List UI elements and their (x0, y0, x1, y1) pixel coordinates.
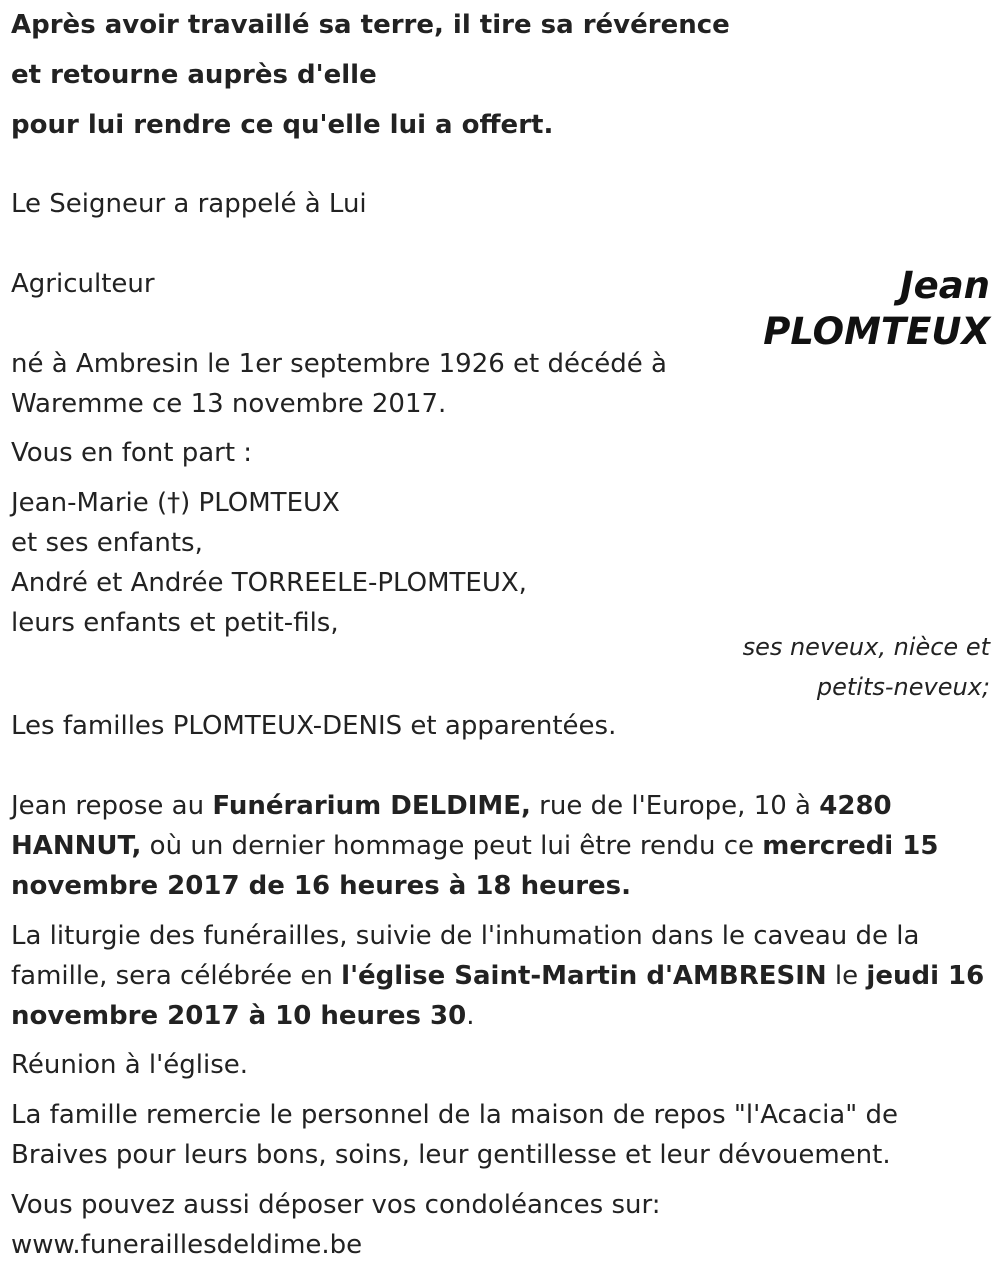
condolences-text: Vous pouvez aussi déposer vos condoléances sur: (11, 1190, 661, 1220)
condolences-link[interactable]: www.funeraillesdeldime.be (11, 1230, 363, 1260)
birth-line: né à Ambresin le 1er septembre 1926 et décédé à (11, 349, 667, 379)
announce-text: Vous en font part : (11, 438, 253, 468)
family-line: André et Andrée TORREELE-PLOMTEUX, (11, 568, 527, 598)
thanks-line: Braives pour leurs bons, soins, leur gentillesse et leur dévouement. (11, 1140, 891, 1170)
birth-line: Waremme ce 13 novembre 2017. (11, 389, 447, 419)
liturgy-line: novembre 2017 à 10 heures 30. (11, 1001, 475, 1031)
visitation-line: novembre 2017 de 16 heures à 18 heures. (11, 871, 632, 901)
liturgy-line: La liturgie des funérailles, suivie de l'inhumation dans le caveau de la (11, 921, 920, 951)
family-line: Les familles PLOMTEUX-DENIS et apparentées. (11, 711, 617, 741)
family-line: Jean-Marie (†) PLOMTEUX (11, 488, 340, 518)
profession: Agriculteur (11, 269, 155, 299)
liturgy-line: famille, sera célébrée en l'église Saint-Martin d'AMBRESIN le jeudi 16 (11, 961, 985, 991)
deceased-first-name: Jean (899, 264, 990, 307)
condolences-url[interactable] (11, 1225, 362, 1265)
visitation-line: Jean repose au Funérarium DELDIME, rue de l'Europe, 10 à 4280 (11, 791, 892, 821)
reunion-text: Réunion à l'église. (11, 1050, 249, 1080)
family-right-line: petits-neveux; (816, 673, 990, 701)
deceased-last-name: PLOMTEUX (763, 310, 990, 353)
thanks-line: La famille remercie le personnel de la maison de repos "l'Acacia" de (11, 1100, 898, 1130)
poem-line: Après avoir travaillé sa terre, il tire sa révérence (11, 10, 730, 40)
intro-text: Le Seigneur a rappelé à Lui (11, 189, 367, 219)
family-line: leurs enfants et petit-fils, (11, 608, 339, 638)
family-right-line: ses neveux, nièce et (742, 633, 990, 661)
family-line: et ses enfants, (11, 528, 203, 558)
poem-line: et retourne auprès d'elle (11, 60, 377, 90)
visitation-line: HANNUT, où un dernier hommage peut lui être rendu ce mercredi 15 (11, 831, 939, 861)
poem-line: pour lui rendre ce qu'elle lui a offert. (11, 110, 554, 140)
